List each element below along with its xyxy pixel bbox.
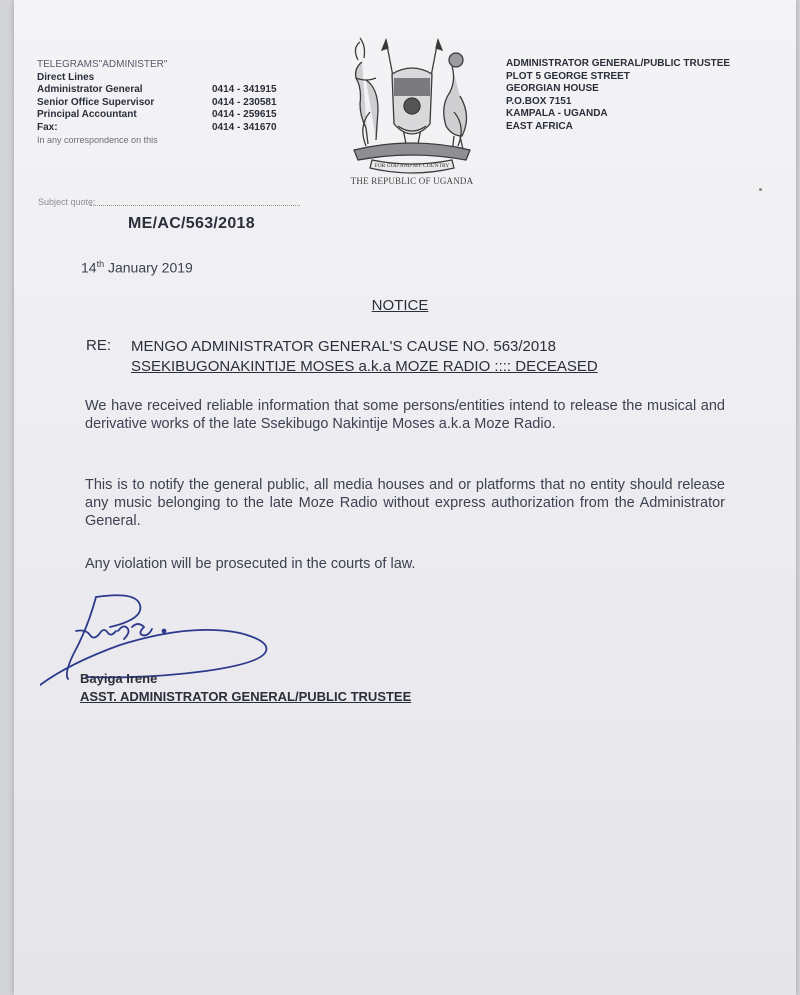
re-label: RE: [86,337,112,354]
address-line: KAMPALA - UGANDA [506,108,608,119]
svg-text:FOR GOD AND MY COUNTRY: FOR GOD AND MY COUNTRY [374,163,450,169]
signatory-title: ASST. ADMINISTRATOR GENERAL/PUBLIC TRUSTEE [80,689,412,704]
address-line: EAST AFRICA [506,120,573,132]
body-paragraph: We have received reliable information that some persons/entities intend to release the musical and derivative works of the late Ssekibugo Nakintije Moses a.k.a Moze Radio. [85,398,725,432]
re-subject-line-1: MENGO ADMINISTRATOR GENERAL'S CAUSE NO. 563/2018 [131,338,556,355]
contact-label: Principal Accountant [37,109,137,120]
crest-caption: THE REPUBLIC OF UGANDA [350,176,474,186]
contact-label: Senior Office Supervisor [37,96,155,108]
subject-quote-dotted-line [90,205,300,206]
reference-number: ME/AC/563/2018 [128,215,255,232]
address-line: GEORGIAN HOUSE [506,83,599,94]
contact-row [37,97,337,110]
subject-quote-label: Subject quote: [38,197,96,207]
re-subject-line-2: SSEKIBUGONAKINTIJE MOSES a.k.a MOZE RADIO :::: DECEASED [131,358,598,375]
contact-number: 0414 - 259615 [212,109,277,120]
correspondence-note [37,134,337,147]
direct-lines-label: Direct Lines [37,71,95,83]
header-right-address [506,58,796,133]
direct-lines-heading [37,72,337,85]
coat-of-arms-uganda-icon [336,32,488,190]
contact-number: 0414 - 341670 [212,121,277,133]
contact-label: Administrator General [37,84,143,95]
body-paragraph: Any violation will be prosecuted in the courts of law. [85,556,416,572]
contact-number: 0414 - 230581 [212,96,277,108]
address-line: P.O.BOX 7151 [506,95,572,107]
date-suffix: th [96,259,105,269]
correspondence-note-text: In any correspondence on this [37,135,158,145]
signatory-name: Bayiga Irene [80,671,158,686]
address-line: ADMINISTRATOR GENERAL/PUBLIC TRUSTEE [506,58,731,69]
contact-number: 0414 - 341915 [212,84,277,95]
contact-label: Fax: [37,121,58,133]
date-month-year: January 2019 [104,259,193,276]
address-line: PLOT 5 GEORGE STREET [506,70,630,82]
contact-row [37,109,337,122]
notice-title: NOTICE [371,297,429,314]
paper-speck [759,188,762,191]
header-left-contacts [37,59,337,147]
body-paragraph: This is to notify the general public, all media houses and or platforms that no entity should release any music belonging to the late Moze Radio without express authorization from the Administrator General. [85,477,725,529]
contact-row [37,84,337,97]
letter-date [81,259,193,276]
date-day: 14 [81,259,97,276]
telegrams-text: TELEGRAMS"ADMINISTER" [37,59,168,70]
contact-row [37,122,337,135]
re-subject [131,337,751,377]
telegrams-line [37,59,337,72]
